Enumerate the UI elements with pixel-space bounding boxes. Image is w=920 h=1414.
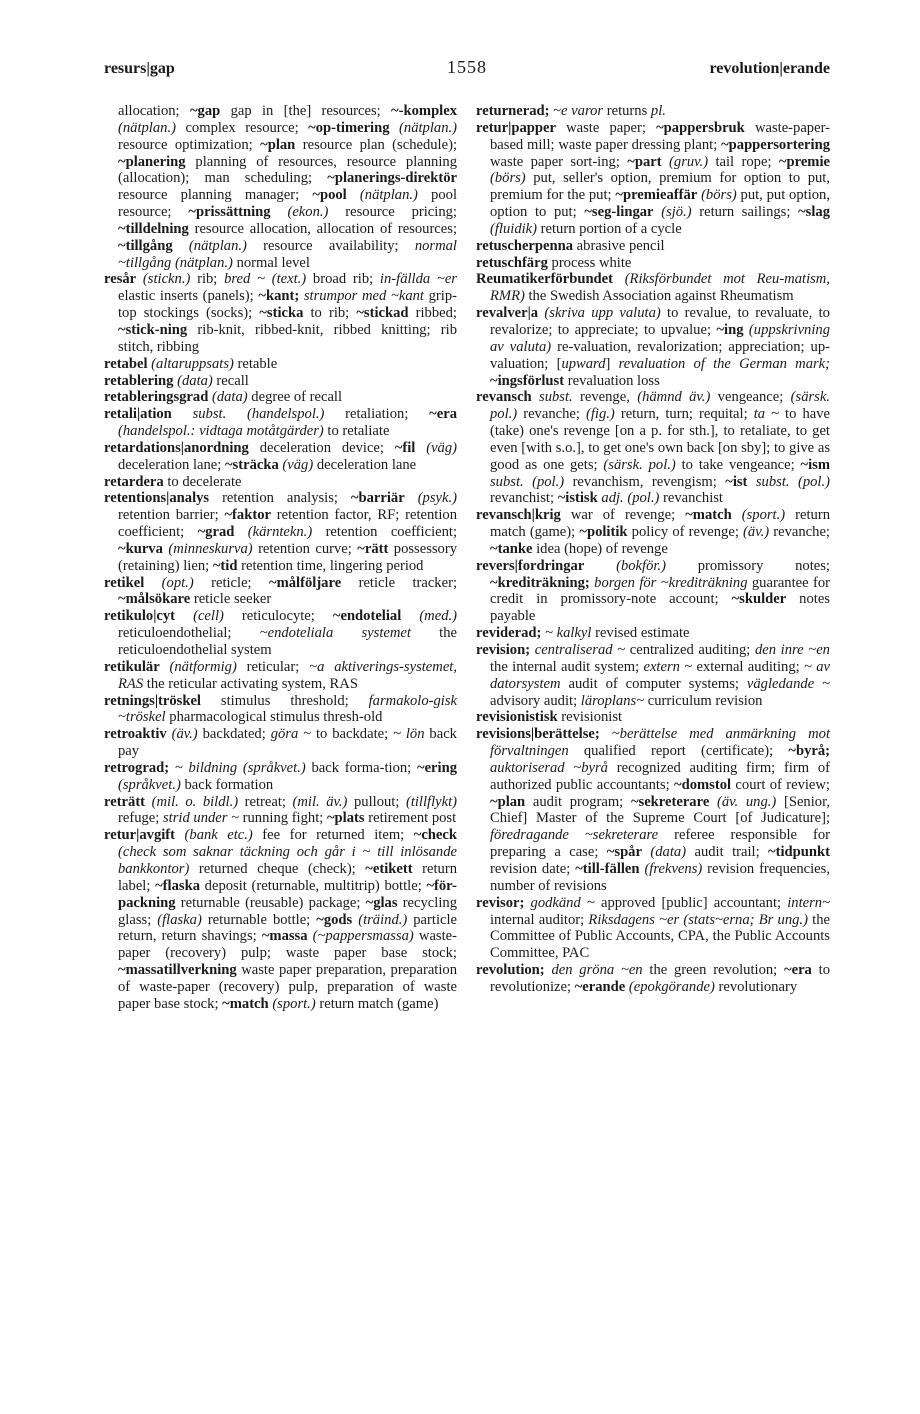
dictionary-entry: revisions|berättelse; ~berättelse med anmärkning mot förvaltningen qualified report (certificate); ~byrå; auktoriserad ~byrå recognized auditing firm; firm of authorized public accountants; ~domstol court of review; ~plan audit program; ~sekreterare (äv. ung.) [Senior, Chief] Master of the Supreme Court [of Judicature]; föredragande ~sekreterare referee responsible for preparing a case; ~spår (data) audit trail; ~tidpunkt revision date; ~till-fällen (frekvens) revision frequencies, number of revisions <box>476 726 831 894</box>
dictionary-entry: returnerad; ~e varor returns pl. <box>476 103 666 119</box>
dictionary-entry: retur|avgift (bank etc.) fee for returned item; ~check (check som saknar täckning och går i ~ till inlösande bankkontor) returned cheque (check); ~etikett return label; ~flaska deposit (returnable, multitrip) bottle; ~för-packning returnable (reusable) package; ~glas recycling glass; (flaska) returnable bottle; ~gods (träind.) particle return, return shavings; ~massa (~pappersmassa) waste-paper (recovery) pulp; waste paper base stock; ~massatillverkning waste paper preparation, preparation of waste-paper (recovery) pulp, preparation of waste paper base stock; ~match (sport.) return match (game) <box>104 827 458 1012</box>
dictionary-entry: retuscherpenna abrasive pencil <box>476 237 665 254</box>
dictionary-entry: reviderad; ~ kalkyl revised estimate <box>476 625 690 642</box>
left-guide-word: resurs|gap <box>104 60 175 77</box>
dictionary-entry: retabel (altaruppsats) retable <box>104 355 278 372</box>
dictionary-entry: retikulo|cyt (cell) reticulocyte; ~endotelial (med.) reticuloendothelial; ~endoteliala systemet the reticuloendothelial system <box>104 608 457 658</box>
dictionary-entry: retikulär (nätformig) reticular; ~a aktiverings-systemet, RAS the reticular activating system, RAS <box>104 658 457 692</box>
right-guide-word: revolution|erande <box>709 60 830 77</box>
dictionary-entry: revisor; godkänd ~ approved [public] accountant; intern~ internal auditor; Riksdagens ~er (stats~erna; Br ung.) the Committee of Public Accounts, CPA, the Public Accounts Committee, PAC <box>476 894 830 962</box>
dictionary-entry: retardations|anordning deceleration device; ~fil (väg) deceleration lane; ~sträcka (väg) deceleration lane <box>104 439 457 473</box>
dictionary-entry: retablering (data) recall <box>104 372 249 389</box>
dictionary-entry: retali|ation subst. (handelspol.) retaliation; ~era (handelspol.: vidtaga motåtgärder) to retaliate <box>104 406 457 440</box>
dictionary-entry: revers|fordringar (bokför.) promissory notes; ~krediträkning; borgen för ~krediträkning guarantee for credit in promissory-note account; ~skulder notes payable <box>476 557 830 625</box>
dictionary-entry: revansch|krig war of revenge; ~match (sport.) return match (game); ~politik policy of revenge; (äv.) revanche; ~tanke idea (hope) of revenge <box>476 507 830 557</box>
left-column <box>104 103 457 1013</box>
page-number: 1558 <box>447 57 487 77</box>
dictionary-entry: revansch subst. revenge, (hämnd äv.) vengeance; (särsk. pol.) revanche; (fig.) return, turn; requital; ta ~ to have (take) one's revenge [on a p. for sth.], to retaliate, to get even [with s.o.], to get one's own back [on sby]; to give as good as one gets; (särsk. pol.) to take vengeance; ~ism subst. (pol.) revanchism, revengism; ~ist subst. (pol.) revanchist; ~istisk adj. (pol.) revanchist <box>476 389 831 507</box>
dictionary-entry: resår (stickn.) rib; bred ~ (text.) broad rib; in-fällda ~er elastic inserts (panels); ~kant; strumpor med ~kant grip-top stockings (socks); ~sticka to rib; ~stickad ribbed; ~stick-ning rib-knit, ribbed-knit, ribbed knitting; rib stitch, ribbing <box>104 271 457 355</box>
dictionary-entry: retuschfärg process white <box>476 254 632 271</box>
dictionary-entry: retentions|analys retention analysis; ~barriär (psyk.) retention barrier; ~faktor retention factor, RF; retention coefficient; ~grad (kärntekn.) retention coefficient; ~kurva (minneskurva) retention curve; ~rätt possessory (retaining) lien; ~tid retention time, lingering period <box>104 490 458 574</box>
dictionary-entry: retroaktiv (äv.) backdated; göra ~ to backdate; ~ lön back pay <box>104 726 457 760</box>
dictionary-entry: revision; centraliserad ~ centralized auditing; den inre ~en the internal audit system; extern ~ external auditing; ~ av datorsystem audit of computer systems; vägledande ~ advisory audit; läroplans~ curriculum revision <box>476 642 830 709</box>
dictionary-entry: retur|papper waste paper; ~pappersbruk waste-paper-based mill; waste paper dressing plant; ~pappersortering waste paper sort-ing; ~part (gruv.) tail rope; ~premie (börs) put, seller's option, premium for option to put, premium for the put; ~premieaffär (börs) put, put option, option to put; ~seg-lingar (sjö.) return sailings; ~slag (fluidik) return portion of a cycle <box>476 119 831 237</box>
dictionary-entry: retrograd; ~ bildning (språkvet.) back forma-tion; ~ering (språkvet.) back formation <box>104 759 457 793</box>
dictionary-entry: retnings|tröskel stimulus threshold; farmakolo-gisk ~tröskel pharmacological stimulus thresh-old <box>104 692 457 726</box>
dictionary-entry: revolution; den gröna ~en the green revolution; ~era to revolutionize; ~erande (epokgörande) revolutionary <box>476 962 830 995</box>
dictionary-entry: retardera to decelerate <box>104 473 242 490</box>
dictionary-entry: retikel (opt.) reticle; ~målföljare reticle tracker; ~målsökare reticle seeker <box>104 574 457 608</box>
dictionary-entry: retableringsgrad (data) degree of recall <box>104 389 343 406</box>
dictionary-entry: Reumatikerförbundet (Riksförbundet mot Reu-matism, RMR) the Swedish Association against Rheumatism <box>476 271 830 305</box>
dictionary-entry: allocation; ~gap gap in [the] resources; ~-komplex (nätplan.) complex resource; ~op-timering (nätplan.) resource optimization; ~plan resource plan (schedule); ~planering planning of resources, resource planning (allocation); man scheduling; ~planerings-direktör resource planning manager; ~pool (nätplan.) pool resource; ~prissättning (ekon.) resource pricing; ~tilldelning resource allocation, allocation of resources; ~tillgång (nätplan.) resource availability; normal ~tillgång (nätplan.) normal level <box>118 103 458 271</box>
dictionary-entry: revalver|a (skriva upp valuta) to revalue, to revaluate, to revalorize; to appreciate; to upvalue; ~ing (uppskrivning av valuta) re-valuation, revalorization; appreciation; up-valuation; [upward] revaluation of the German mark; ~ingsförlust revaluation loss <box>476 305 831 389</box>
right-column <box>476 103 830 996</box>
page-header <box>104 57 830 86</box>
dictionary-entry: reträtt (mil. o. bildl.) retreat; (mil. äv.) pullout; (tillflykt) refuge; strid under ~ running fight; ~plats retirement post <box>104 793 458 827</box>
dictionary-entry: revisionistisk revisionist <box>476 709 623 726</box>
